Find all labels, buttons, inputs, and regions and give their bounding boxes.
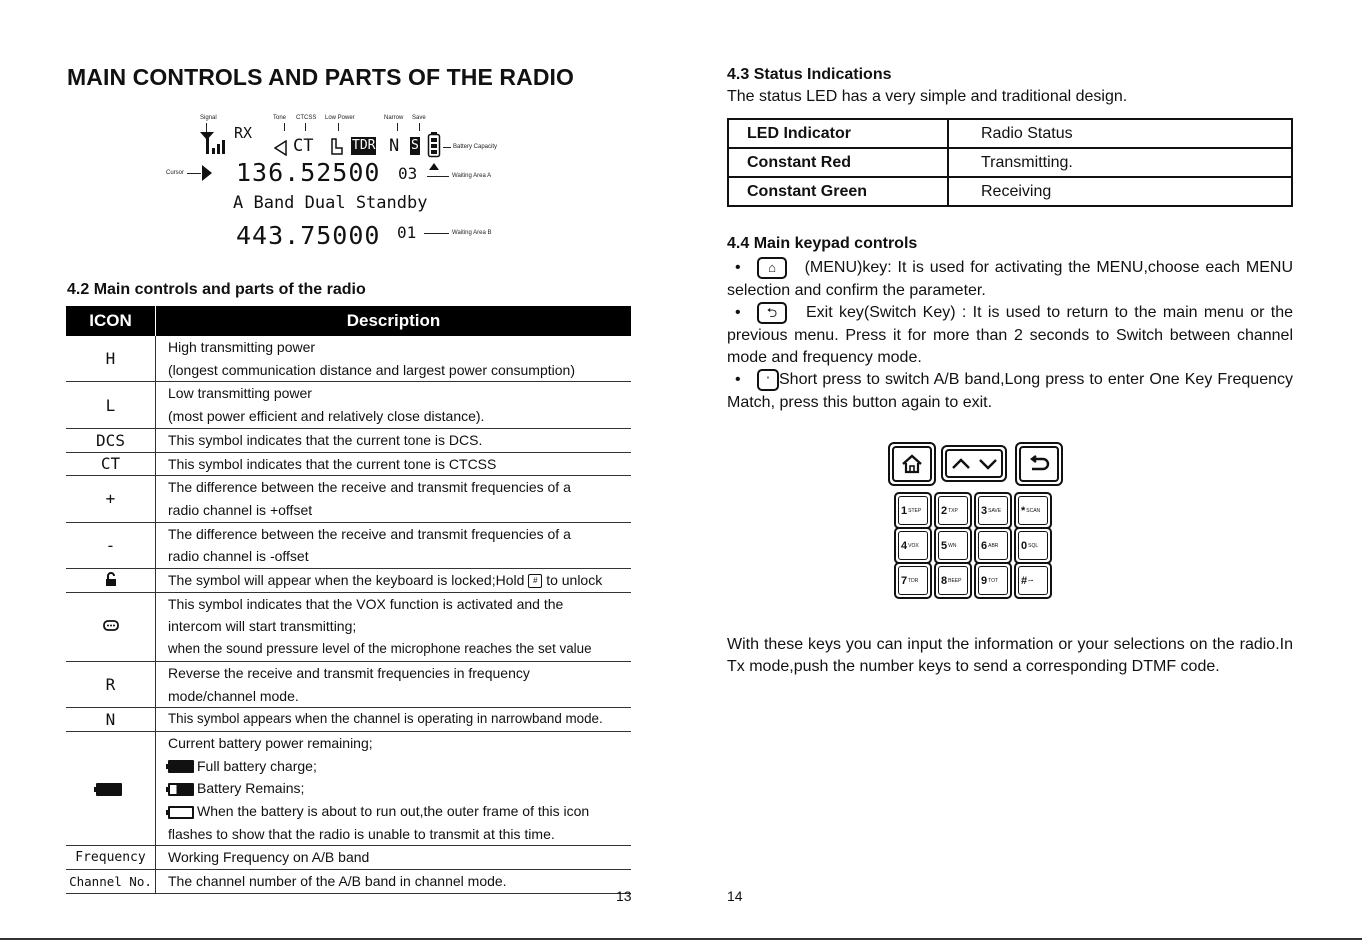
led-indicator-cell: LED Indicator bbox=[728, 119, 948, 148]
description-line: When the battery is about to run out,the outer frame of this icon bbox=[197, 803, 590, 820]
description-line: Full battery charge; bbox=[197, 757, 317, 774]
keypad-key bbox=[934, 527, 972, 564]
key-function: BEEP bbox=[948, 577, 962, 584]
description-line: to unlock bbox=[546, 572, 603, 589]
lcd-label-area-b: Waiting Area B bbox=[452, 230, 492, 236]
chevron-up-icon bbox=[951, 458, 971, 470]
keypad-key bbox=[1014, 562, 1052, 599]
keypad-key bbox=[1014, 492, 1052, 529]
icon-cell: - bbox=[66, 522, 156, 568]
description-line: This symbol indicates that the VOX function is activated and the bbox=[168, 595, 564, 612]
description-line: The difference between the receive and transmit frequencies of a bbox=[168, 525, 571, 542]
lcd-s: S bbox=[411, 138, 419, 153]
lcd-label-signal: Signal bbox=[200, 115, 217, 121]
icon-description-table bbox=[66, 306, 631, 894]
lcd-freq-b: 443.75000 bbox=[236, 221, 381, 250]
table-row bbox=[66, 661, 631, 707]
vox-icon bbox=[103, 620, 119, 632]
star-key-icon: * bbox=[757, 369, 779, 391]
table-row bbox=[66, 592, 631, 661]
description-line: Reverse the receive and transmit frequencies in frequency bbox=[168, 664, 530, 681]
exit-key bbox=[1015, 442, 1063, 486]
keypad-closing-text: With these keys you can input the information or your selections on the radio.In Tx mode,push the number keys to send a corresponding DTMF code. bbox=[727, 636, 1293, 676]
key-number: # bbox=[1021, 574, 1028, 587]
key-function: ⊶ bbox=[1028, 577, 1034, 584]
key-function: TXP bbox=[948, 507, 958, 514]
lcd-label-cursor: Cursor bbox=[166, 170, 185, 176]
key-function: WN bbox=[948, 542, 957, 549]
keypad-illustration bbox=[888, 441, 1068, 601]
description-line: This symbol indicates that the current tone is DCS. bbox=[168, 431, 483, 448]
keypad-key bbox=[974, 562, 1012, 599]
icon-cell: R bbox=[66, 661, 156, 707]
description-line: The symbol will appear when the keyboard is locked;Hold bbox=[168, 572, 525, 589]
keypad-key bbox=[894, 562, 932, 599]
lcd-label-area-a: Waiting Area A bbox=[452, 173, 492, 179]
home-key-icon: ⌂ bbox=[757, 257, 787, 279]
key-number: 7 bbox=[901, 574, 908, 587]
lcd-label-save: Save bbox=[412, 115, 426, 121]
table-row bbox=[66, 569, 631, 593]
key-function: SQL bbox=[1028, 542, 1039, 549]
lcd-freq-a: 136.52500 bbox=[236, 158, 381, 187]
keypad-key bbox=[934, 562, 972, 599]
lcd-label-narrow: Narrow bbox=[384, 115, 404, 121]
description-line: radio channel is +offset bbox=[168, 501, 313, 518]
description-line: The channel number of the A/B band in channel mode. bbox=[168, 873, 507, 890]
table-header-icon: ICON bbox=[66, 306, 156, 336]
key-number: 6 bbox=[981, 539, 988, 552]
description-line: This symbol indicates that the current tone is CTCSS bbox=[168, 455, 497, 472]
table-header-description: Description bbox=[156, 306, 632, 336]
table-row bbox=[66, 382, 631, 428]
keypad-key bbox=[934, 492, 972, 529]
lcd-n: N bbox=[389, 136, 400, 156]
lock-key-icon: # bbox=[528, 574, 542, 588]
keypad-key bbox=[894, 492, 932, 529]
icon-cell: CT bbox=[66, 452, 156, 476]
table-row bbox=[728, 119, 1292, 148]
led-indicator-cell: Constant Red bbox=[728, 148, 948, 177]
table-row bbox=[66, 522, 631, 568]
table-row bbox=[66, 336, 631, 382]
table-row bbox=[728, 148, 1292, 177]
table-row bbox=[66, 452, 631, 476]
table-row bbox=[66, 870, 631, 894]
description-line: radio channel is -offset bbox=[168, 548, 309, 565]
description-line: This symbol appears when the channel is operating in narrowband mode. bbox=[168, 711, 603, 727]
description-line: Low transmitting power bbox=[168, 385, 312, 402]
description-line: High transmitting power bbox=[168, 339, 316, 355]
table-row bbox=[66, 731, 631, 846]
table-row bbox=[66, 708, 631, 732]
section-heading-4-3: 4.3 Status Indications bbox=[727, 66, 892, 83]
waiting-arrow-icon bbox=[428, 162, 440, 172]
description-line: Working Frequency on A/B band bbox=[168, 849, 370, 866]
tone-icon bbox=[274, 140, 288, 156]
signal-icon bbox=[198, 128, 236, 156]
key-number: 8 bbox=[941, 574, 948, 587]
description-line: mode/channel mode. bbox=[168, 687, 299, 704]
key-function: ABR bbox=[988, 542, 999, 549]
lcd-label-ctcss: CTCSS bbox=[296, 115, 317, 121]
battery-empty-icon bbox=[168, 806, 194, 819]
up-down-key bbox=[941, 445, 1007, 482]
battery-icon bbox=[96, 783, 122, 796]
description-line: Current battery power remaining; bbox=[168, 734, 373, 751]
keypad-key bbox=[1014, 527, 1052, 564]
battery-half-icon bbox=[168, 783, 194, 796]
radio-status-cell: Radio Status bbox=[948, 119, 1292, 148]
lcd-label-battery: Battery Capacity bbox=[453, 144, 498, 150]
icon-cell: H bbox=[66, 336, 156, 382]
lcd-diagram bbox=[160, 110, 520, 260]
table-row bbox=[66, 476, 631, 522]
key-number: 1 bbox=[901, 504, 908, 517]
led-status-table bbox=[727, 118, 1293, 207]
description-line: The difference between the receive and transmit frequencies of a bbox=[168, 479, 571, 496]
cursor-icon bbox=[201, 164, 213, 182]
bullet-menu-key: • ⌂ (MENU)key: It is used for activating the MENU,choose each MENU selection and confirm the parameter. bbox=[727, 257, 1293, 302]
radio-status-cell: Receiving bbox=[948, 177, 1292, 206]
description-line: (longest communication distance and largest power consumption) bbox=[168, 361, 575, 378]
home-icon bbox=[900, 454, 924, 474]
key-number: 2 bbox=[941, 504, 948, 517]
menu-key bbox=[888, 442, 936, 486]
key-number: 5 bbox=[941, 539, 948, 552]
battery-capacity-icon bbox=[427, 131, 441, 158]
key-number: * bbox=[1021, 504, 1026, 517]
keypad-key bbox=[974, 492, 1012, 529]
bullet-text: (MENU)key: It is used for activating the MENU,choose each MENU selection and confirm the parameter. bbox=[727, 259, 1293, 299]
lcd-label-tone: Tone bbox=[273, 115, 287, 121]
lcd-rx: RX bbox=[234, 124, 253, 142]
key-function: VOX bbox=[908, 542, 919, 549]
lcd-ct: CT bbox=[293, 136, 314, 156]
battery-full-icon bbox=[168, 760, 194, 773]
section-heading-4-4: 4.4 Main keypad controls bbox=[727, 235, 918, 252]
key-number: 0 bbox=[1021, 539, 1028, 552]
description-line: Battery Remains; bbox=[197, 780, 305, 797]
status-intro-text: The status LED has a very simple and traditional design. bbox=[727, 88, 1128, 105]
exit-key-icon: ⮌ bbox=[757, 302, 787, 324]
lcd-mode-text: A Band Dual Standby bbox=[233, 193, 428, 213]
description-line: flashes to show that the radio is unable to transmit at this time. bbox=[168, 825, 555, 842]
icon-cell: DCS bbox=[66, 428, 156, 452]
icon-cell: + bbox=[66, 476, 156, 522]
page-number-left: 13 bbox=[616, 888, 632, 904]
key-function: SAVE bbox=[988, 507, 1002, 514]
low-power-icon bbox=[330, 138, 344, 156]
led-indicator-cell: Constant Green bbox=[728, 177, 948, 206]
keypad-key bbox=[974, 527, 1012, 564]
description-line: intercom will start transmitting; bbox=[168, 618, 357, 635]
table-row bbox=[66, 428, 631, 452]
icon-cell: N bbox=[66, 708, 156, 732]
lcd-channel-b: 01 bbox=[397, 223, 417, 242]
lcd-channel-a: 03 bbox=[398, 164, 418, 183]
page-number-right: 14 bbox=[727, 888, 743, 904]
section-heading-4-2: 4.2 Main controls and parts of the radio bbox=[67, 281, 366, 298]
key-number: 9 bbox=[981, 574, 988, 587]
key-function: STEP bbox=[908, 507, 922, 514]
key-function: TOT bbox=[988, 577, 999, 584]
bottom-divider bbox=[0, 938, 1362, 940]
return-icon bbox=[1028, 455, 1050, 473]
key-number: 4 bbox=[901, 539, 908, 552]
key-function: TDR bbox=[908, 577, 919, 584]
lcd-label-low-power: Low Power bbox=[325, 115, 355, 121]
key-function: SCAN bbox=[1026, 507, 1041, 514]
bullet-star-key: • * Short press to switch A/B band,Long press to enter One Key Frequency Match, press this button again to exit. bbox=[727, 369, 1293, 414]
lock-icon bbox=[105, 572, 117, 586]
table-row bbox=[728, 177, 1292, 206]
key-number: 3 bbox=[981, 504, 988, 517]
keypad-key bbox=[894, 527, 932, 564]
bullet-text: Short press to switch A/B band,Long press to enter One Key Frequency Match, press this button again to exit. bbox=[727, 371, 1293, 411]
description-line: when the sound pressure level of the microphone reaches the set value bbox=[168, 641, 592, 657]
icon-cell: Frequency bbox=[66, 846, 156, 870]
description-line: (most power efficient and relatively close distance). bbox=[168, 408, 485, 425]
bullet-exit-key: • ⮌ Exit key(Switch Key) : It is used to return to the main menu or the previous menu. Press it for more than 2 seconds to Switch between channel mode and frequency mode. bbox=[727, 302, 1293, 369]
radio-status-cell: Transmitting. bbox=[948, 148, 1292, 177]
table-row bbox=[66, 846, 631, 870]
bullet-text: Exit key(Switch Key) : It is used to return to the main menu or the previous menu. Press it for more than 2 seconds to Switch between channel mode and frequency mode. bbox=[727, 304, 1294, 366]
icon-cell: L bbox=[66, 382, 156, 428]
icon-cell: Channel No. bbox=[66, 870, 156, 894]
chevron-down-icon bbox=[978, 458, 998, 470]
lcd-tdr: TDR bbox=[352, 138, 376, 153]
page-title: MAIN CONTROLS AND PARTS OF THE RADIO bbox=[67, 64, 575, 90]
